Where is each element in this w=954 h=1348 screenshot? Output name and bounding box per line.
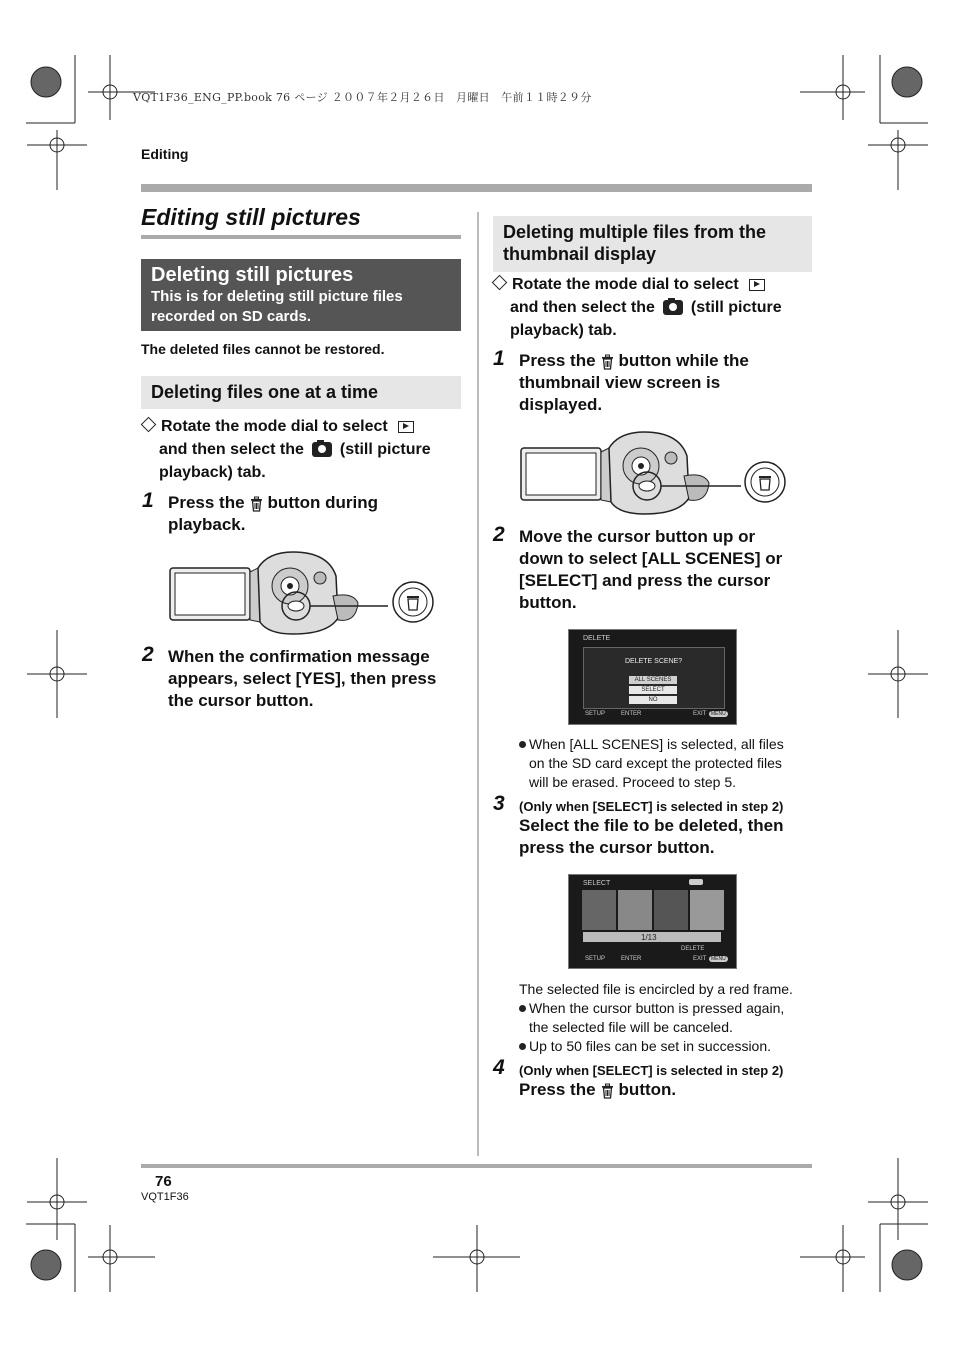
column-divider [477,212,479,1156]
trash-icon [250,496,263,512]
left-step2-text: When the confirmation message appears, select [YES], then press the cursor button. [168,647,437,710]
subsection-one-at-a-time: Deleting files one at a time [141,376,461,409]
sd-card-icon [689,879,703,885]
print-header: VQT1F36_ENG_PP.book 76 ページ ２００７年２月２６日 月曜日 午前１１時２９分 [133,91,592,104]
section-underline [141,235,461,239]
diamond-icon [492,275,508,291]
right-step4-text: Press the button. [519,1080,677,1099]
topic-box [141,259,461,331]
lcd-menu-badge: MENU [711,956,726,962]
playback-mode-icon [398,421,414,433]
trash-icon [601,1083,614,1099]
topic-title: Deleting still pictures [151,264,354,286]
bottom-rule [141,1164,812,1168]
thumbnail [618,890,652,930]
lcd-footer-setup: SETUP [585,711,606,717]
right-mode-instruction: Rotate the mode dial to select and then select the (still picture playback) tab. [492,273,812,342]
left-mode-instruction: Rotate the mode dial to select and then select the (still picture playback) tab. [141,415,471,484]
camera-icon [663,300,683,315]
lcd-menu-badge: MENU [711,711,726,717]
lcd-option-no: NO [629,696,677,704]
bullet-icon [519,1043,526,1050]
playback-mode-icon [749,279,765,291]
right-step1-text: Press the button while the thumbnail view screen is displayed. [519,351,749,414]
left-step1-text: Press the button during playback. [168,493,379,534]
lcd-delete-label: DELETE [681,946,705,952]
running-head: Editing [141,146,189,162]
subsection-multiple-files: Deleting multiple files from the thumbnail display [493,216,812,272]
left-step1-number: 1 [142,489,154,512]
lcd-footer-exit: EXIT [693,711,707,717]
all-scenes-note: When [ALL SCENES] is selected, all files on the SD card except the protected files will be erased. Proceed to step 5. [519,735,819,792]
lcd-footer-enter: ENTER [621,956,642,962]
thumbnail [654,890,688,930]
right-step2-number: 2 [493,523,505,546]
lcd-footer-exit: EXIT [693,956,707,962]
right-step3-condition: (Only when [SELECT] is selected in step 2) [519,799,784,814]
section-title: Editing still pictures [141,204,361,230]
selection-notes: The selected file is encircled by a red frame. When the cursor button is pressed again, the selected file will be canceled. Up to 50 files can be set in succession. [519,981,793,1054]
topic-desc-1: This is for deleting still picture files [151,288,403,305]
bullet-icon [519,741,526,748]
right-step4-condition: (Only when [SELECT] is selected in step 2) [519,1063,784,1078]
left-step2-number: 2 [142,643,154,666]
page-number: 76 [155,1173,172,1190]
lcd-footer-setup: SETUP [585,956,606,962]
lcd-header: SELECT [583,880,611,887]
lcd-footer-enter: ENTER [621,711,642,717]
thumbnail [582,890,616,930]
camera-icon [312,442,332,457]
select-thumbnail-screen [568,874,737,969]
diamond-icon [141,417,157,433]
delete-scene-screen [568,629,737,725]
warning-note: The deleted files cannot be restored. [141,341,385,357]
top-rule [141,184,812,192]
right-step1-number: 1 [493,347,505,370]
right-step4-number: 4 [493,1056,505,1079]
trash-icon [601,354,614,370]
topic-desc-2: recorded on SD cards. [151,308,312,325]
camcorder-illustration [168,548,440,638]
lcd-header: DELETE [583,635,611,642]
lcd-question: DELETE SCENE? [625,658,683,665]
camcorder-illustration [519,428,791,518]
model-code: VQT1F36 [141,1191,189,1203]
lcd-option-all-scenes: ALL SCENES [629,676,677,684]
bullet-icon [519,1005,526,1012]
lcd-option-select: SELECT [629,686,677,694]
thumbnail [690,890,724,930]
lcd-counter: 1/13 [641,933,657,942]
right-step3-text: Select the file to be deleted, then press the cursor button. [519,816,784,857]
right-step3-number: 3 [493,792,505,815]
right-step2-text: Move the cursor button up or down to select [ALL SCENES] or [SELECT] and press the cursor button. [519,527,783,612]
